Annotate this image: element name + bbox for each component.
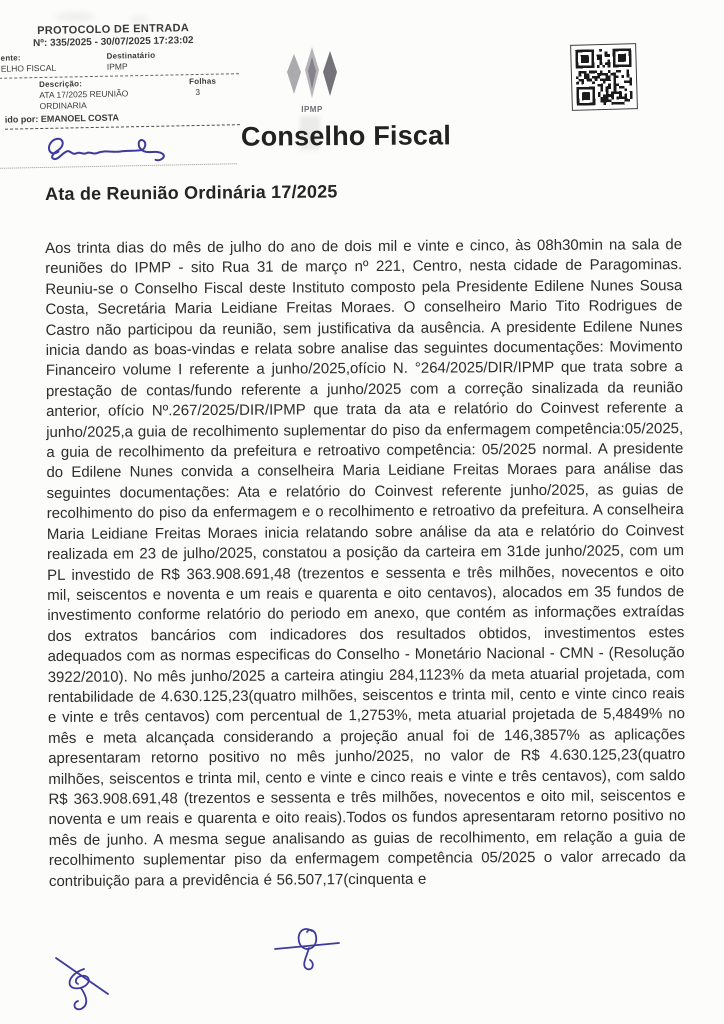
- page-title: Conselho Fiscal: [240, 120, 452, 152]
- document-heading: Ata de Reunião Ordinária 17/2025: [45, 181, 338, 204]
- stamp-sheets-value: 3: [195, 86, 201, 98]
- stamp-description-line1: ATA 17/2025 REUNIÃO: [39, 88, 129, 101]
- stamp-recipient-label: Destinatário: [106, 50, 156, 61]
- qr-code: [570, 43, 638, 111]
- stamp-protocol-number: Nº: 335/2025 - 30/07/2025 17:23:02: [33, 35, 194, 50]
- ipmp-logo: [283, 44, 341, 114]
- stamp-title: PROTOCOLO DE ENTRADA: [37, 22, 190, 38]
- ipmp-logo-icon: [283, 44, 341, 102]
- stamp-description-line2: ORDINARIA: [39, 100, 87, 112]
- signature-bottom-center: [270, 920, 344, 978]
- stamp-sender-label: ente:: [0, 53, 21, 63]
- qr-code-pattern: [575, 48, 633, 106]
- stamp-recipient-value: IPMP: [106, 61, 128, 72]
- stamp-sheets-label: Folhas: [189, 76, 217, 87]
- scan-smudge: [55, 12, 95, 22]
- stamp-sender-value: ELHO FISCAL: [0, 62, 57, 74]
- stamp-received-by: ido por: EMANOEL COSTA: [5, 110, 240, 130]
- ipmp-logo-caption: IPMP: [301, 105, 323, 114]
- signature-bottom-left: [46, 950, 118, 1014]
- document-body: Aos trinta dias do mês de julho do ano de dois mil e vinte e cinco, às 08h30min na sala de reuniões do IPMP - sito Rua 31 de março nº 221, Centro, nesta cidade de Paragominas. Reuniu-se o Conselho Fiscal deste Instituto composto pela Presidente Edilene Nunes Sousa Costa, Secretária Maria Leidiane Freitas Moraes. O conselheiro Mario Tito Rodrigues de Castro não participou da reunião, sem justificativa da ausência. A presidente Edilene Nunes inicia dando as boas-vindas e relata sobre analise das seguintes documentações: Movimento Financeiro volume I referente a junho/2025,ofício N. °264/2025/DIR/IPMP que trata sobre a prestação de contas/fundo referente a junho/2025 com a correção sinalizada da reunião anterior, ofício Nº.267/2025/DIR/IPMP que trata da ata e relatório do Coinvest referente a junho/2025,a guia de recolhimento suplementar do piso da enfermagem competência:05/2025, a guia de recolhimento da prefeitura e retroativo competência: 05/2025 normal. A presidente do Edilene Nunes convida a conselheira Maria Leidiane Freitas Moraes para análise das seguintes documentações: Ata e relatório do Coinvest referente junho/2025, as guias de recolhimento do piso da enfermagem e o recolhimento e retroativo da prefeitura. A conselheira Maria Leidiane Freitas Moraes inicia relatando sobre análise da ata e relatório do Coinvest realizada em 23 de julho/2025, constatou a posição da carteira em 31de junho/2025, com um PL investido de R$ 363.908.691,48 (trezentos e sessenta e três milhões, novecentos e oito mil, seiscentos e noventa e um reais e quarenta e oito centavos), alocados em 35 fundos de investimento conforme relatório do periodo em anexo, que contém as informações extraídas dos extratos bancários com indicadores dos resultados obtidos, investimentos estes adequados com as normas especificas do Conselho - Monetário Nacional - CMN - (Resolução 3922/2010). No mês junho/2025 a carteira atingiu 284,1123% da meta atuarial projetada, com rentabilidade de 4.630.125,23(quatro milhões, seiscentos e trinta mil, cento e vinte cinco reais e vinte e três centavos) com percentual de 1,2753%, meta atuarial projetada de 5,4849% no mês e meta alcançada considerando a projeção anual foi de 146,3857% as aplicações apresentaram retorno positivo no mês junho/2025, no valor de R$ 4.630.125,23(quatro milhões, seiscentos e trinta mil, cento e vinte e cinco reais e vinte e três centavos), com saldo R$ 363.908.691,48 (trezentos e sessenta e três milhões, novecentos e oito mil, seiscentos e noventa e um reais e quarenta e oito reais).Todos os fundos apresentaram retorno positivo no mês de junho. A mesma segue analisando as guias de recolhimento, em relação a guia de recolhimento suplementar piso da enfermagem competência 05/2025 o valor arrecado da contribuição para a previdência é 56.507,17(cinquenta e: [45, 236, 686, 890]
- stamp-description-label: Descrição:: [39, 79, 83, 90]
